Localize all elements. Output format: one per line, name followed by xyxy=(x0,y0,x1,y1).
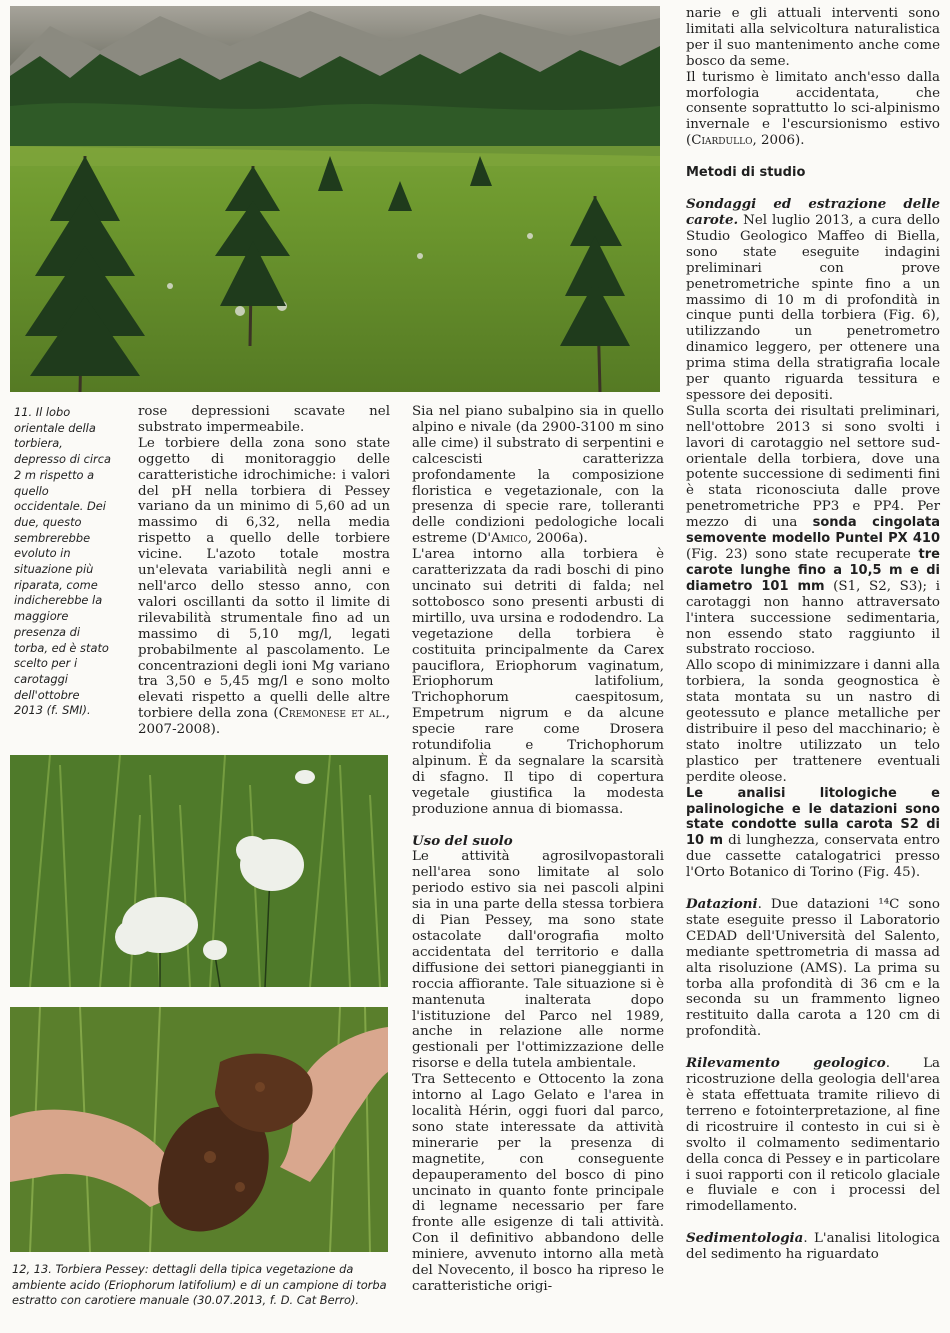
paragraph: Sulla scorta dei risultati preliminari, nell'ottobre 2013 si sono svolti i lavori di carotaggio nel settore sud-orientale della torbiera, dove una potente successione di sedimenti fini è stata riconosciuta dalle prove penetrometriche PP3 e PP4. Per mezzo di una sonda cingolata semovente modello Puntel PX 410 (Fig. 23) sono state recuperate tre carote lunghe fino a 10,5 m e di diametro 101 mm (S1, S2, S3); i carotaggi non hanno attraversato l'intera successione sedimentaria, non essendo stato raggiunto il substrato roccioso. xyxy=(686,403,940,658)
section-heading-metodi: Metodi di studio xyxy=(686,165,806,181)
paragraph: Sia nel piano subalpino sia in quello alpino e nivale (da 2900-3100 m sino alle cime) il substrato di serpentini e calcescisti caratterizza profondamente la composizione floristica e vegetazionale, con la presenza di specie rare, tolleranti delle condizioni pedologiche locali estreme (D'Amico, 2006a). xyxy=(412,404,664,547)
paragraph: Tra Settecento e Ottocento la zona intorno al Lago Gelato e l'area in località Hérin, oggi fuori dal parco, sono state interessate da attività minerarie per la presenza di magnetite, con conseguente depauperamento del bosco di pino uncinato in quanto fonte principale di legname necessario per fare fronte alle esigenze di tali attività. Con il definitivo abbandono delle miniere, avvenuto intorno alla metà del Novecento, il bosco ha ripreso le caratteristiche origi- xyxy=(412,1072,664,1294)
paragraph: Sedimentologia. L'analisi litologica del sedimento ha riguardato xyxy=(686,1230,940,1263)
figure-11-caption: 11. Il lobo orientale della torbiera, depresso di circa 2 m rispetto a quello occidentale. Dei due, questo sembrerebbe evoluto in situazione più riparata, come indicherebbe la maggiore presenza di torba, ed è stato scelto per i carotaggi dell'ottobre 2013 (f. SMI). xyxy=(14,405,111,718)
paragraph: Le torbiere della zona sono state oggetto di monitoraggio delle caratteristiche idrochimiche: i valori del pH nella torbiera di Pessey variano da un minimo di 5,60 ad un massimo di 6,32, nella media rispetto a quello delle torbiere vicine. L'azoto totale mostra un'elevata variabilità negli anni e nell'arco dello stesso anno, con valori oscillanti da sotto il limite di rilevabilità strumentale fino ad un massimo di 5,10 mg/l, legati probabilmente al pascolamento. Le concentrazioni degli ioni Mg variano tra 3,50 e 5,45 mg/l e sono molto elevati rispetto a quelli delle altre torbiere della zona (Cremonese et al., 2007-2008). xyxy=(138,435,390,738)
paragraph: narie e gli attuali interventi sono limitati alla selvicoltura naturalistica per il suo mantenimento anche come bosco da seme. xyxy=(686,6,940,69)
paragraph: Rilevamento geologico. La ricostruzione della geologia dell'area è stata effettuata tramite rilievo di terreno e fotointerpretazione, al fine di ricostruire il contesto in cui si è svolto il colmamento sedimentario della conca di Pessey e in particolare i suoi rapporti con il reticolo glaciale e fluviale e con i processi del rimodellamento. xyxy=(686,1055,940,1215)
section-heading-uso-del-suolo: Uso del suolo xyxy=(412,832,513,849)
photo-cotton-grass xyxy=(10,755,388,987)
figure-12-13-caption: 12, 13. Torbiera Pessey: dettagli della tipica vegetazione da ambiente acido (Eriophorum latifolium) e di un campione di torba estratto con carotiere manuale (30.07.2013, f. D. Cat Berro). xyxy=(12,1262,387,1308)
text-column-c xyxy=(686,6,940,1263)
paragraph: Allo scopo di minimizzare i danni alla torbiera, la sonda geognostica è stata montata su un nastro di geotessuto e plance metalliche per distribuire il peso del macchinario; è stato inoltre utilizzato un telo plastico per trattenere eventuali perdite oleose. xyxy=(686,658,940,785)
paragraph: Le attività agrosilvopastorali nell'area sono limitate al solo periodo estivo sia nei pascoli alpini sia in una parte della stessa torbiera di Pian Pessey, ma sono state ostacolate dall'orografia molto accidentata del territorio e dalla diffusione dei settori pianeggianti in roccia affiorante. Tale situazione si è mantenuta inalterata dopo l'istituzione del Parco nel 1989, anche in relazione alle norme gestionali per l'ottimizzazione delle risorse e della tutela ambientale. xyxy=(412,849,664,1072)
photo-peat-bog-meadow xyxy=(10,6,660,392)
text-column-a xyxy=(138,404,390,738)
paragraph: Datazioni. Due datazioni ¹⁴C sono state eseguite presso il Laboratorio CEDAD dell'Università del Salento, mediante spettrometria di massa ad alta risoluzione (AMS). La prima su torba alla profondità di 36 cm e la seconda su un frammento ligneo restituito dalla carota a 120 cm di profondità. xyxy=(686,896,940,1040)
paragraph: Le analisi litologiche e palinologiche e le datazioni sono state condotte sulla carota S2 di 10 m di lunghezza, conservata entro due cassette catalogatrici presso l'Orto Botanico di Torino (Fig. 45). xyxy=(686,785,940,881)
text-column-b xyxy=(412,404,664,1295)
paragraph: rose depressioni scavate nel substrato impermeabile. xyxy=(138,404,390,435)
paragraph: L'area intorno alla torbiera è caratterizzata da radi boschi di pino uncinato sui detriti di falda; nel sottobosco sono presenti arbusti di mirtillo, uva ursina e rododendro. La vegetazione della torbiera è costituita principalmente da Carex pauciflora, Eriophorum vaginatum, Eriophorum latifolium, Trichophorum caespitosum, Empetrum nigrum e da alcune specie rare come Drosera rotundifolia e Trichophorum alpinum. È da segnalare la scarsità di sfagno. Il tipo di copertura vegetale giustifica la modesta produzione annua di biomassa. xyxy=(412,547,664,817)
photo-peat-sample xyxy=(10,1007,388,1252)
paragraph: Il turismo è limitato anch'esso dalla morfologia accidentata, che consente soprattutto lo sci-alpinismo invernale e l'escursionismo estivo (Ciardullo, 2006). xyxy=(686,69,940,149)
paragraph: Sondaggi ed estrazione delle carote. Nel luglio 2013, a cura dello Studio Geologico Maffeo di Biella, sono state eseguite indagini preliminari con prove penetrometriche spinte fino a un massimo di 10 m di profondità in cinque punti della torbiera (Fig. 6), utilizzando un penetrometro dinamico leggero, per ottenere una prima stima della stratigrafia locale per quanto riguarda tessitura e spessore dei depositi. xyxy=(686,196,940,403)
